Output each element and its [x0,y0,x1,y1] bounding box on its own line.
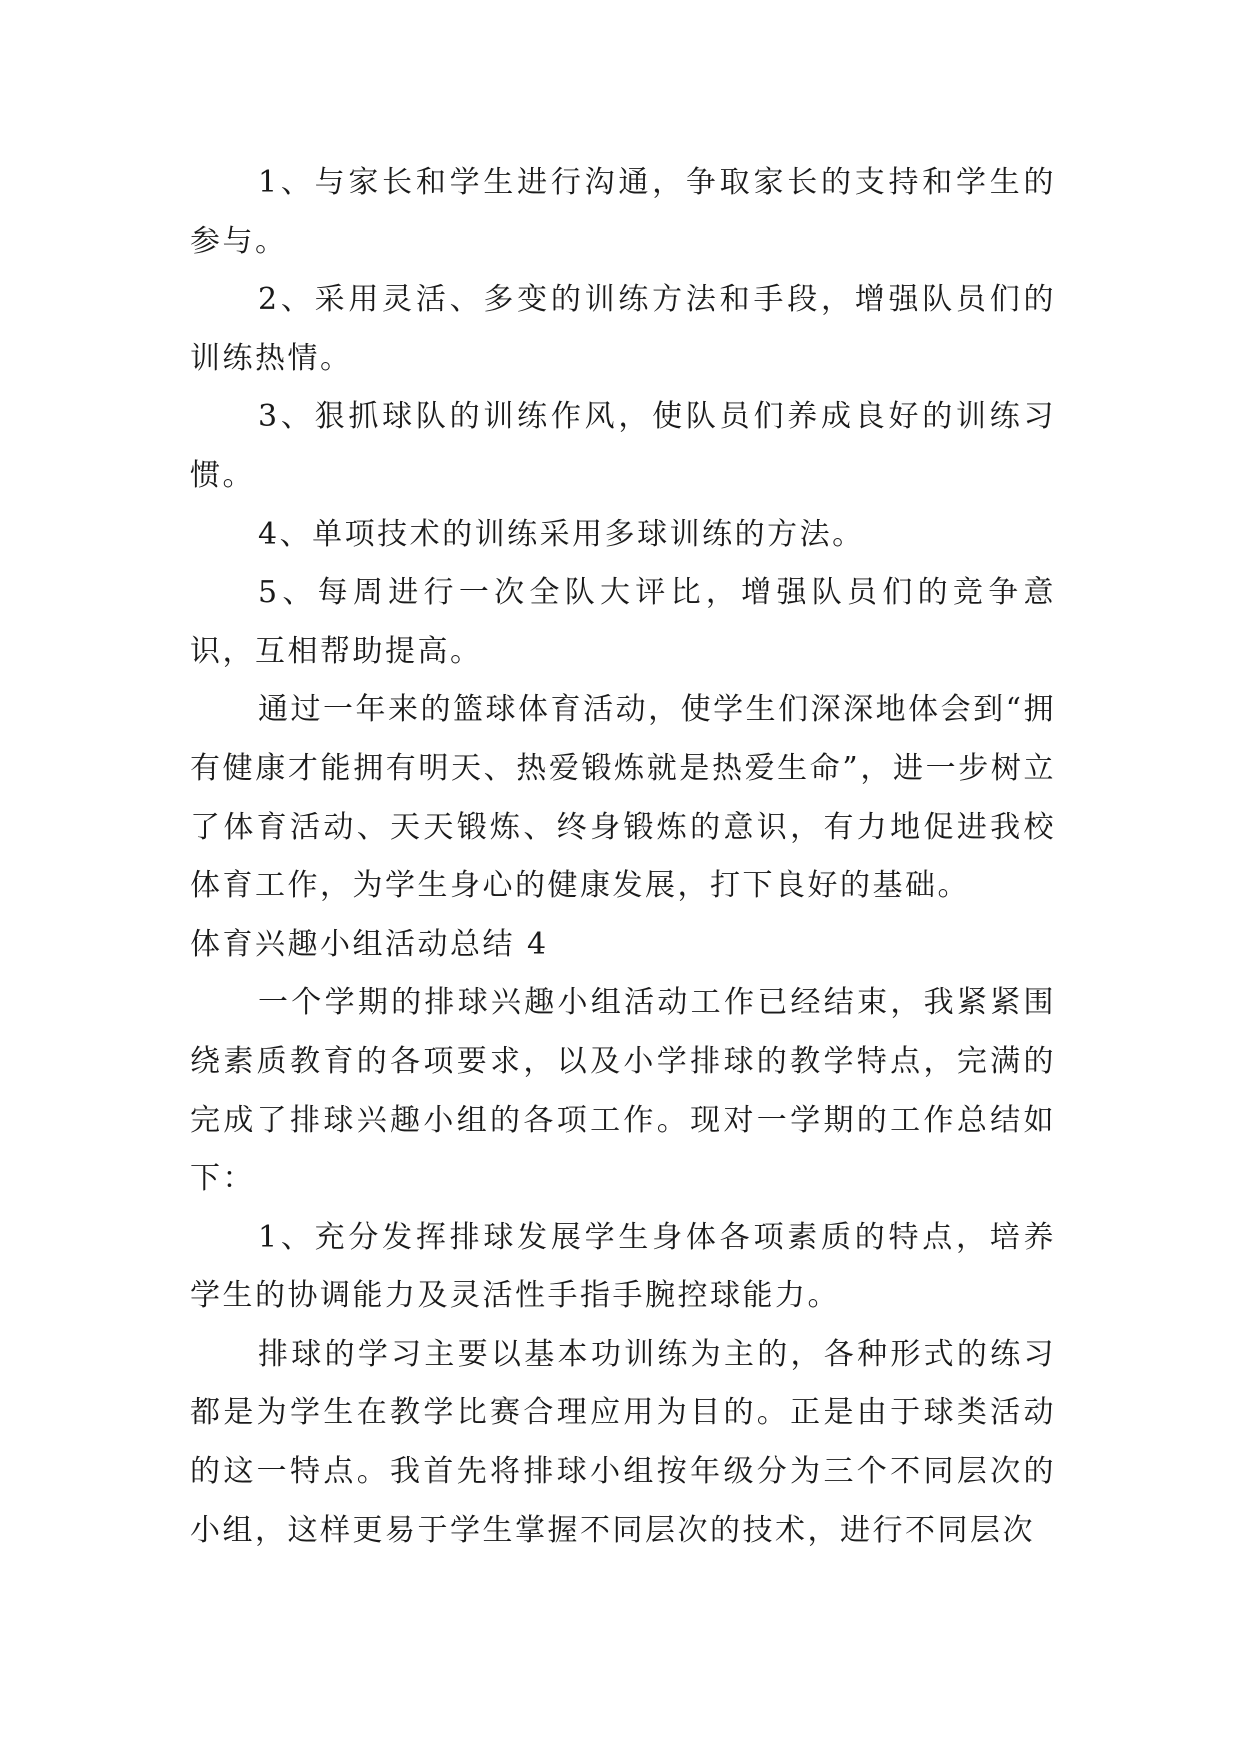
section-heading-4: 体育兴趣小组活动总结 4 [190,926,549,962]
paragraph-volleyball-training: 排球的学习主要以基本功训练为主的，各种形式的练习都是为学生在教学比赛合理应用为目的。正是由于球类活动的这一特点。我首先将排球小组按年级分为三个不同层次的小组，这样更易于学生掌握不同层次的技术，进行不同层次 [190,1336,1056,1548]
paragraph-volleyball-point-1: 1、充分发挥排球发展学生身体各项素质的特点，培养学生的协调能力及灵活性手指手腕控球能力。 [190,1219,1056,1314]
paragraph-method-4: 4、单项技术的训练采用多球训练的方法。 [258,516,865,552]
paragraph-basketball-conclusion: 通过一年来的篮球体育活动，使学生们深深地体会到“拥有健康才能拥有明天、热爱锻炼就是热爱生命”，进一步树立了体育活动、天天锻炼、终身锻炼的意识，有力地促进我校体育工作，为学生身心的健康发展，打下良好的基础。 [190,692,1056,904]
paragraph-method-1: 1、与家长和学生进行沟通，争取家长的支持和学生的参与。 [190,165,1056,259]
paragraph-volleyball-intro: 一个学期的排球兴趣小组活动工作已经结束，我紧紧围绕素质教育的各项要求，以及小学排球的教学特点，完满的完成了排球兴趣小组的各项工作。现对一学期的工作总结如下： [190,985,1056,1197]
document-page [190,154,1056,1560]
paragraph-method-2: 2、采用灵活、多变的训练方法和手段，增强队员们的训练热情。 [190,282,1056,376]
paragraph-method-5: 5、每周进行一次全队大评比，增强队员们的竞争意识，互相帮助提高。 [190,575,1056,669]
paragraph-method-3: 3、狠抓球队的训练作风，使队员们养成良好的训练习惯。 [190,399,1056,493]
